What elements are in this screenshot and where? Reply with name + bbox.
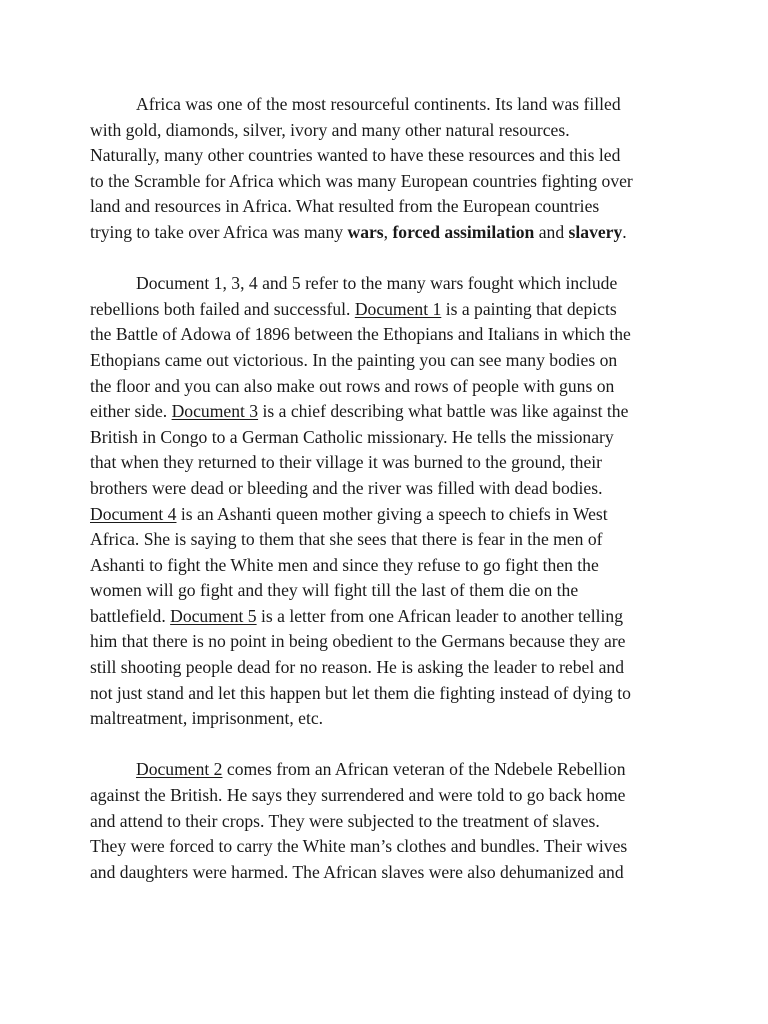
text-segment: British in Congo to a German Catholic missionary. He tells the missionary xyxy=(90,426,614,447)
text-line xyxy=(90,655,678,681)
text-segment: Africa was one of the most resourceful continents. Its land was filled xyxy=(136,94,621,114)
text-line xyxy=(90,834,678,860)
text-line xyxy=(90,681,678,707)
text-line xyxy=(90,553,678,579)
text-segment: is an Ashanti queen mother giving a speech to chiefs in West xyxy=(176,503,608,524)
text-segment: not just stand and let this happen but let them die fighting instead of dying to xyxy=(90,682,631,703)
document-reference: Document 4 xyxy=(90,503,177,524)
text-line xyxy=(90,169,678,195)
text-segment: battlefield. xyxy=(90,605,171,626)
text-segment: , xyxy=(383,221,393,242)
document-reference: Document 3 xyxy=(171,401,259,422)
text-segment: brothers were dead or bleeding and the river was filled with dead bodies. xyxy=(90,477,603,498)
text-line xyxy=(90,220,678,246)
text-line xyxy=(90,757,678,783)
text-segment: women will go fight and they will fight till the last of them die on the xyxy=(90,580,579,601)
text-segment: and daughters were harmed. The African slaves were also dehumanized and xyxy=(90,861,624,882)
paragraph xyxy=(90,757,678,885)
text-line xyxy=(90,194,678,220)
text-line xyxy=(90,118,678,144)
text-line xyxy=(90,783,678,809)
text-line xyxy=(90,143,678,169)
text-segment: with gold, diamonds, silver, ivory and many other natural resources. xyxy=(90,119,570,140)
text-segment: is a letter from one African leader to another telling xyxy=(256,605,624,626)
text-line xyxy=(90,348,678,374)
text-segment: rebellions both failed and successful. xyxy=(90,298,355,319)
emphasized-term: wars xyxy=(347,221,384,242)
text-line xyxy=(90,425,678,451)
text-line xyxy=(90,527,678,553)
text-segment: either side. xyxy=(90,401,172,422)
text-segment: Ethopians came out victorious. In the painting you can see many bodies on xyxy=(90,349,618,370)
text-segment: Africa. She is saying to them that she sees that there is fear in the men of xyxy=(90,529,603,550)
text-segment: land and resources in Africa. What resulted from the European countries xyxy=(90,196,600,217)
emphasized-term: forced assimilation xyxy=(392,221,535,242)
document-reference: Document 2 xyxy=(136,759,223,780)
text-segment: is a chief describing what battle was like against the xyxy=(258,401,629,422)
text-line xyxy=(90,271,678,297)
text-line xyxy=(90,92,678,118)
document-page xyxy=(90,92,678,911)
text-line xyxy=(90,629,678,655)
text-segment: still shooting people dead for no reason. He is asking the leader to rebel and xyxy=(90,657,625,678)
document-reference: Document 5 xyxy=(170,605,257,626)
text-line xyxy=(90,809,678,835)
text-segment: him that there is no point in being obedient to the Germans because they are xyxy=(90,631,626,652)
text-segment: and xyxy=(534,221,569,242)
text-segment: against the British. He says they surrendered and were told to go back home xyxy=(90,785,626,806)
text-line xyxy=(90,322,678,348)
text-segment: Ashanti to fight the White men and since they refuse to go fight then the xyxy=(90,554,599,575)
text-line xyxy=(90,450,678,476)
text-segment: comes from an African veteran of the Ndebele Rebellion xyxy=(222,759,626,780)
paragraph xyxy=(90,92,678,246)
text-segment: to the Scramble for Africa which was many European countries fighting over xyxy=(90,170,633,191)
text-segment: maltreatment, imprisonment, etc. xyxy=(90,708,324,729)
text-segment: that when they returned to their village it was burned to the ground, their xyxy=(90,452,603,473)
text-segment: Document 1, 3, 4 and 5 refer to the many wars fought which include xyxy=(136,273,618,294)
text-segment: is a painting that depicts xyxy=(441,298,617,319)
document-reference: Document 1 xyxy=(354,298,442,319)
text-line xyxy=(90,604,678,630)
emphasized-term: slavery xyxy=(568,221,623,242)
text-segment: trying to take over Africa was many xyxy=(90,221,348,242)
text-segment: They were forced to carry the White man’s clothes and bundles. Their wives xyxy=(90,836,628,857)
text-line xyxy=(90,578,678,604)
text-line xyxy=(90,374,678,400)
text-segment: . xyxy=(622,221,627,242)
text-line xyxy=(90,399,678,425)
text-line xyxy=(90,297,678,323)
text-line xyxy=(90,706,678,732)
text-line xyxy=(90,476,678,502)
paragraph xyxy=(90,271,678,732)
text-segment: the Battle of Adowa of 1896 between the Ethopians and Italians in which the xyxy=(90,324,631,345)
text-segment: the floor and you can also make out rows and rows of people with guns on xyxy=(90,375,615,396)
text-line xyxy=(90,860,678,886)
text-line xyxy=(90,502,678,528)
text-segment: and attend to their crops. They were subjected to the treatment of slaves. xyxy=(90,810,600,831)
text-segment: Naturally, many other countries wanted to have these resources and this led xyxy=(90,145,621,166)
